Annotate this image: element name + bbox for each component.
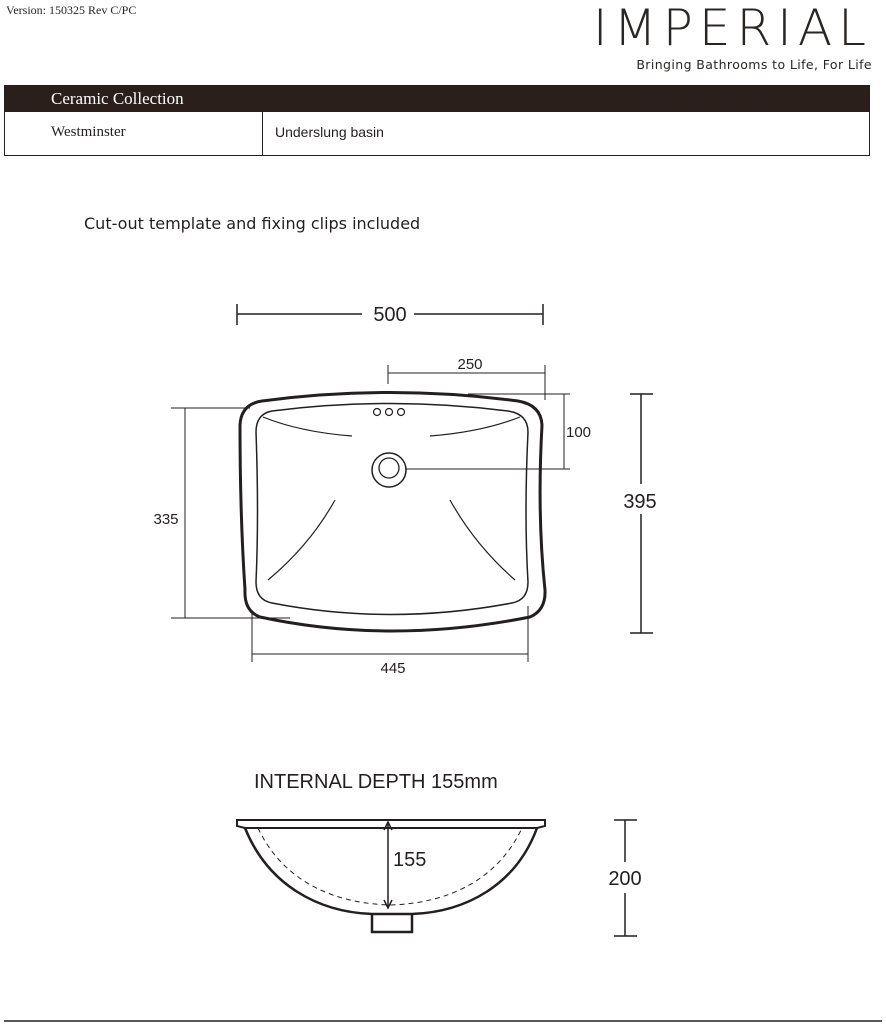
label-overall-height: 200 bbox=[608, 868, 642, 890]
tap-hole-1 bbox=[374, 409, 381, 416]
brand-name: IMPERIAL bbox=[592, 0, 872, 57]
tap-hole-2 bbox=[386, 409, 393, 416]
bowl-contour-top-left bbox=[263, 417, 352, 436]
label-overall-depth: 395 bbox=[623, 491, 657, 513]
section-title: INTERNAL DEPTH 155mm bbox=[254, 771, 498, 793]
bowl-contour-left bbox=[268, 500, 335, 580]
dim-waste-offset bbox=[405, 394, 570, 469]
basin-inner-bowl bbox=[256, 404, 528, 615]
bowl-contour-right bbox=[450, 500, 515, 580]
product-name: Westminster bbox=[5, 112, 263, 156]
label-bowl-depth: 335 bbox=[153, 511, 179, 528]
dim-bowl-depth bbox=[171, 408, 290, 618]
included-note: Cut-out template and fixing clips included bbox=[84, 214, 421, 233]
brand-tagline: Bringing Bathrooms to Life, For Life bbox=[636, 57, 872, 72]
product-type: Underslung basin bbox=[275, 124, 384, 140]
label-waste-offset: 100 bbox=[566, 424, 592, 441]
tap-hole-3 bbox=[398, 409, 405, 416]
basin-outer-rim bbox=[240, 393, 545, 632]
collection-title: Ceramic Collection bbox=[5, 86, 869, 112]
label-overall-width: 500 bbox=[373, 304, 407, 326]
label-tap-offset: 250 bbox=[457, 356, 483, 373]
bowl-contour-top-right bbox=[430, 417, 520, 436]
label-internal-depth: 155 bbox=[393, 849, 427, 871]
dim-overall-depth bbox=[630, 394, 653, 633]
label-bowl-width: 445 bbox=[380, 660, 406, 677]
basin-plan-view bbox=[240, 393, 545, 632]
version-label: Version: 150325 Rev C/PC bbox=[6, 3, 137, 17]
basin-section-view bbox=[237, 820, 637, 936]
waste-inner bbox=[379, 458, 399, 478]
section-waste-outlet bbox=[372, 914, 412, 932]
